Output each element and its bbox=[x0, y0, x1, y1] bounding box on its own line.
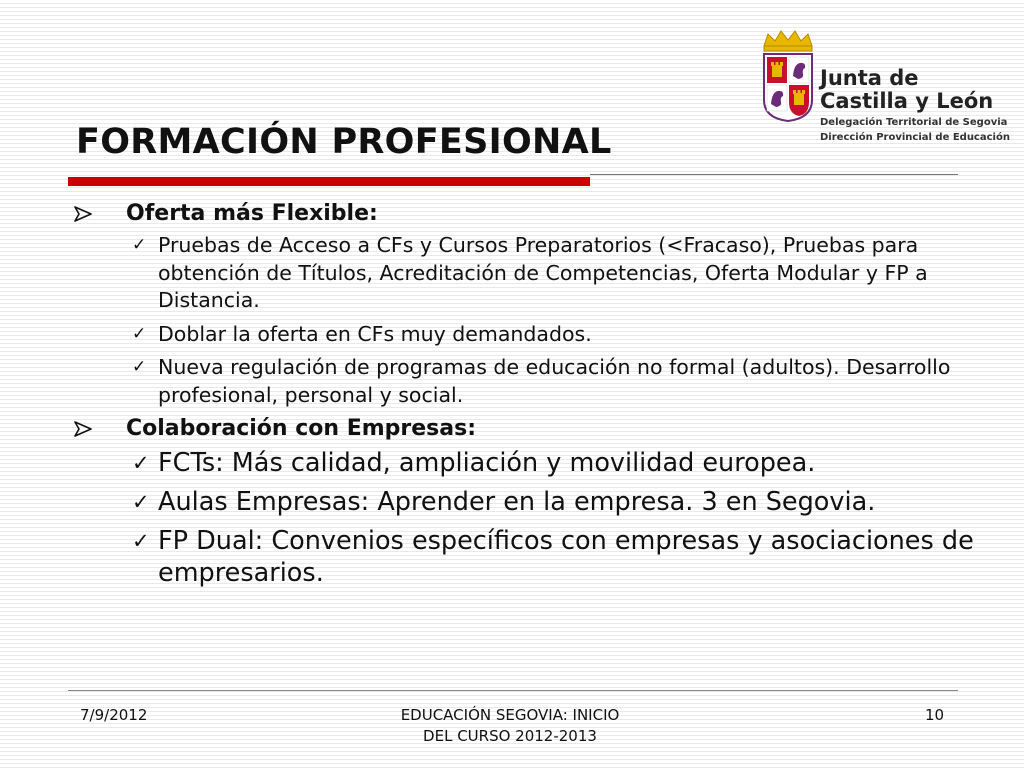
slide-title: FORMACIÓN PROFESIONAL bbox=[76, 122, 612, 162]
list-item bbox=[74, 232, 974, 315]
footer-date: 7/9/2012 bbox=[80, 706, 148, 724]
list-item-text: FCTs: Más calidad, ampliación y movilidad europea. bbox=[158, 448, 816, 478]
logo-subtitle-direccion: Dirección Provincial de Educación bbox=[820, 132, 1010, 143]
footer-page-number: 10 bbox=[925, 706, 945, 724]
logo-subtitle-delegacion: Delegación Territorial de Segovia bbox=[820, 117, 1008, 128]
check-icon: ✓ bbox=[132, 451, 150, 475]
title-underline-thin bbox=[590, 174, 958, 175]
check-icon: ✓ bbox=[132, 357, 147, 377]
list-item bbox=[74, 486, 974, 518]
arrow-bullet-icon bbox=[74, 421, 92, 437]
title-underline-red bbox=[68, 177, 590, 186]
section-heading bbox=[74, 200, 974, 228]
list-item-text: Nueva regulación de programas de educación no formal (adultos). Desarrollo profesional, personal y social. bbox=[158, 355, 951, 407]
footer-divider bbox=[68, 690, 958, 691]
check-icon: ✓ bbox=[132, 490, 150, 514]
coat-of-arms-icon bbox=[760, 28, 816, 123]
footer-title bbox=[350, 705, 670, 747]
footer-title-line1: EDUCACIÓN SEGOVIA: INICIO bbox=[400, 706, 620, 724]
section-heading-text: Oferta más Flexible: bbox=[126, 201, 378, 226]
check-icon: ✓ bbox=[132, 323, 147, 344]
list-item-text: Aulas Empresas: Aprender en la empresa. 3 en Segovia. bbox=[158, 487, 876, 517]
list-item bbox=[74, 525, 974, 589]
list-item-text: Doblar la oferta en CFs muy demandados. bbox=[158, 321, 592, 346]
logo-line-castilla: Castilla y León bbox=[820, 89, 994, 113]
list-item-text: FP Dual: Convenios específicos con empresas y asociaciones de empresarios. bbox=[158, 526, 974, 588]
list-item bbox=[74, 321, 974, 349]
check-icon: ✓ bbox=[132, 529, 150, 553]
list-item bbox=[74, 447, 974, 479]
list-item bbox=[74, 354, 974, 409]
section-heading bbox=[74, 415, 974, 443]
slide-content bbox=[74, 200, 974, 596]
footer-title-line2: DEL CURSO 2012-2013 bbox=[423, 727, 597, 745]
arrow-bullet-icon bbox=[74, 206, 92, 222]
logo-line-junta: Junta de bbox=[820, 66, 919, 90]
section-heading-text: Colaboración con Empresas: bbox=[126, 416, 477, 441]
check-icon: ✓ bbox=[132, 235, 147, 255]
list-item-text: Pruebas de Acceso a CFs y Cursos Preparatorios (<Fracaso), Pruebas para obtención de Títulos, Acreditación de Competencias, Oferta Modular y FP a Distancia. bbox=[158, 233, 928, 312]
junta-logo bbox=[760, 26, 1010, 150]
